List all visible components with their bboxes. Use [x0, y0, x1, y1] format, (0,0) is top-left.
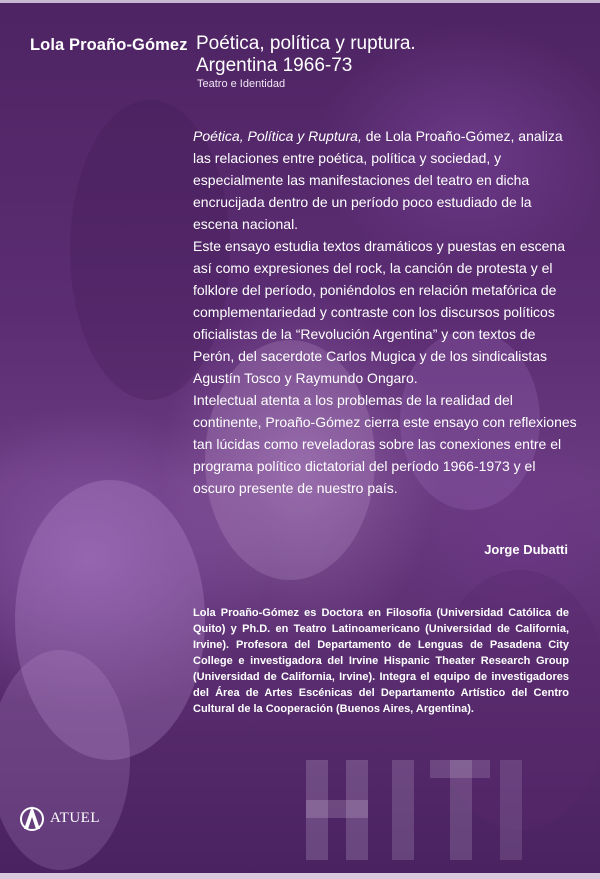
- blurb-paragraph-3: Intelectual atenta a los problemas de la realidad del continente, Proaño-Gómez cierra este ensayo con reflexiones tan lúcidas como reveladoras sobre las conexiones entre el programa político dictatorial del período 1966-1973 y el oscuro presente de nuestro país.: [193, 392, 577, 496]
- bio-text: es Doctora en Filosofía (Universidad Católica de Quito) y Ph.D. en Teatro Latinoamericano (Universidad de California, Irvine). Profesora del Departamento de Lenguas de Pasadena City College e investigadora del Irvine Hispanic Theater Research Group (Universidad de California, Irvine). Integra el equipo de investigadores del Área de Artes Escénicas del Departamento Artístico del Centro Cultural de la Cooperación (Buenos Aires, Argentina).: [193, 607, 569, 715]
- blurb-text: [193, 125, 577, 499]
- title-line-2: Argentina 1966-73: [196, 55, 353, 76]
- publisher-emblem-icon: [20, 803, 44, 833]
- book-subtitle: Teatro e Identidad: [197, 78, 286, 90]
- author-name: Lola Proaño-Gómez: [30, 36, 188, 54]
- blurb-paragraph-1: [193, 125, 577, 235]
- publisher-logo: [20, 803, 100, 833]
- title-line-1: Poética, política y ruptura.: [196, 33, 416, 54]
- blurb-paragraph-2: Este ensayo estudia textos dramáticos y puestas en escena así como expresiones del rock, la canción de protesta y el folklore del período, poniéndolos en relación metafórica de complementariedad y contraste con los discursos políticos oficialistas de la “Revolución Argentina” y con textos de Perón, del sacerdote Carlos Mugica y de los sindicalistas Agustín Tosco y Raymundo Ongaro.: [193, 238, 565, 386]
- publisher-name: ATUEL: [50, 809, 100, 826]
- book-title: [196, 33, 576, 77]
- blurb-paragraph-1-text: de Lola Proaño-Gómez, analiza las relaciones entre poética, política y sociedad, y especialmente las manifestaciones del teatro en dicha encrucijada dentro de un período poco estudiado de la escena nacional.: [193, 128, 563, 232]
- top-edge: [0, 0, 600, 3]
- bio-author-name: Lola Proaño-Gómez: [193, 607, 299, 619]
- blurb-signature: Jorge Dubatti: [484, 542, 568, 557]
- blurb-book-title: Poética, Política y Ruptura,: [193, 128, 362, 144]
- author-bio: [193, 605, 569, 717]
- bottom-edge: [0, 873, 600, 879]
